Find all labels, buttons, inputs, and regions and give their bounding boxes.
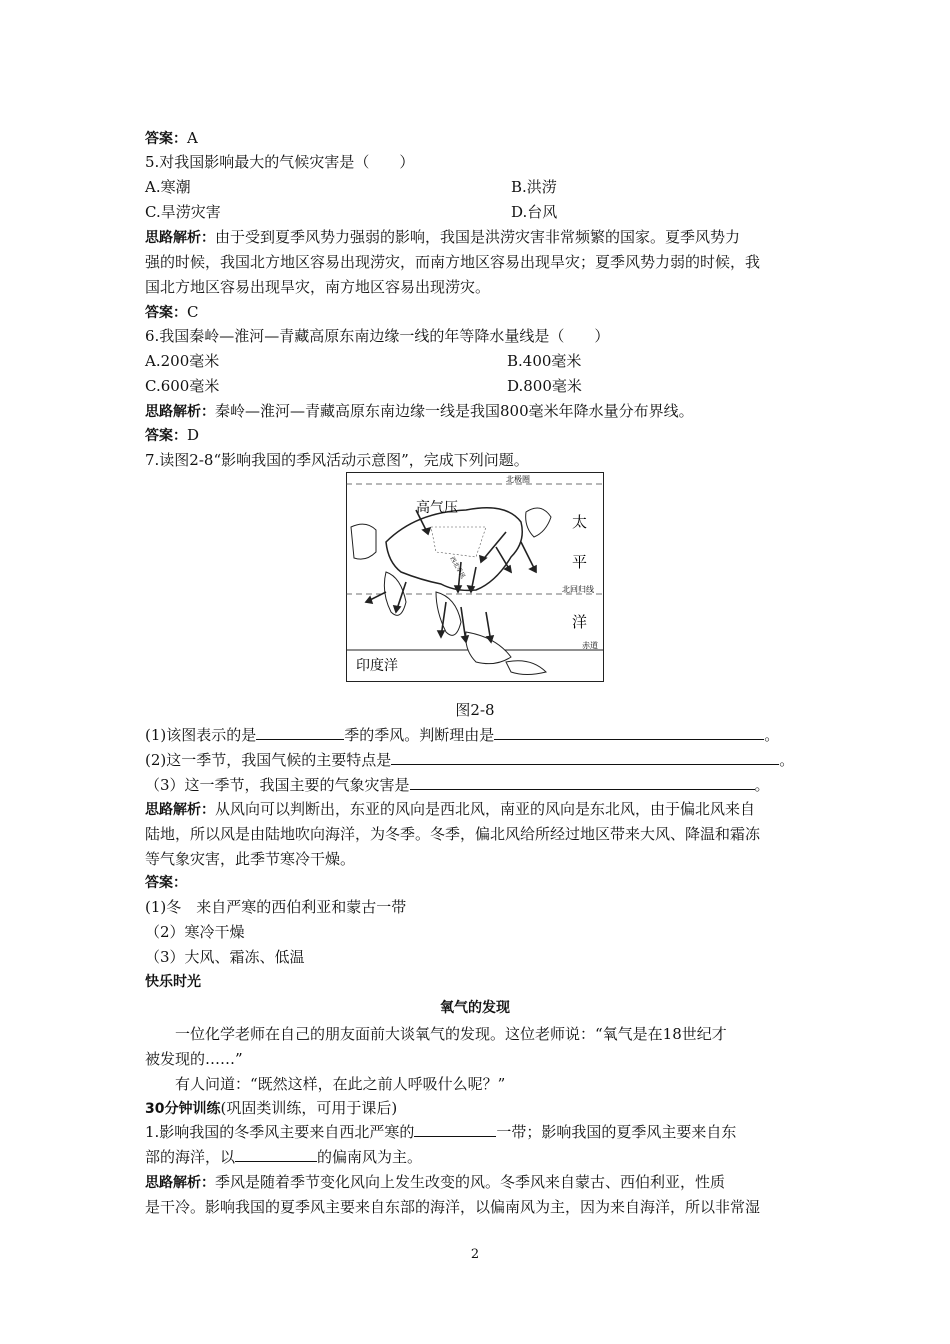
training-analysis-line-1: 思路解析：季风是随着季节变化风向上发生改变的风。冬季风来自蒙古、西伯利亚，性质: [145, 1173, 726, 1191]
story-title: 氧气的发现: [440, 1000, 510, 1016]
q6-option-a: A.200毫米: [145, 352, 220, 370]
q5-analysis-line-3: 国北方地区容易出现旱灾，南方地区容易出现涝灾。: [145, 278, 491, 296]
q5-option-d: D.台风: [511, 203, 558, 221]
map-label-equator: 赤道: [582, 641, 598, 650]
q6-option-b: B.400毫米: [507, 352, 582, 370]
training-q1-line-2: 部的海洋，以 的偏南风为主。: [145, 1148, 423, 1166]
q4-answer: 答案：A: [145, 129, 198, 147]
training-heading: 30分钟训练(巩固类训练，可用于课后): [145, 1099, 398, 1117]
map-label-arctic-circle: 北极圈: [506, 475, 530, 484]
map-label-pacific-2: 平: [572, 553, 588, 571]
story-para-1-line-2: 被发现的……”: [145, 1050, 243, 1068]
q7-answer-2: （2）寒冷干燥: [145, 923, 245, 941]
q5-option-b: B.洪涝: [511, 178, 557, 196]
page-number: 2: [470, 1247, 480, 1262]
q6-option-d: D.800毫米: [507, 377, 582, 395]
q7-sub3: （3）这一季节，我国主要的气象灾害是 。: [145, 776, 770, 794]
q7-stem: 7.读图2-8“影响我国的季风活动示意图”，完成下列问题。: [145, 451, 529, 469]
answer-label: 答案：: [145, 131, 187, 147]
story-para-1-line-1: 一位化学老师在自己的朋友面前大谈氧气的发现。这位老师说：“氧气是在18世纪才: [175, 1025, 727, 1043]
answer-blank[interactable]: [414, 1121, 496, 1137]
q7-answer-1: (1)冬 来自严寒的西伯利亚和蒙古一带: [145, 898, 407, 916]
analysis-label: 思路解析：: [145, 1175, 215, 1191]
q6-answer: 答案：D: [145, 426, 200, 444]
monsoon-map: [346, 472, 604, 682]
q5-analysis-line-2: 强的时候，我国北方地区容易出现涝灾，而南方地区容易出现旱灾；夏季风势力弱的时候，我: [145, 253, 761, 271]
q5-option-c: C.旱涝灾害: [145, 203, 221, 221]
training-analysis-line-2: 是干冷。影响我国的夏季风主要来自东部的海洋，以偏南风为主，因为来自海洋，所以非常湿: [145, 1198, 761, 1216]
q6-analysis: 思路解析：秦岭—淮河—青藏高原东南边缘一线是我国800毫米年降水量分布界线。: [145, 402, 694, 420]
happy-heading: 快乐时光: [145, 974, 201, 990]
answer-blank[interactable]: [391, 749, 779, 765]
map-label-monsoon: 西北季风: [448, 555, 467, 580]
map-label-pacific-1: 太: [572, 513, 588, 531]
answer-blank[interactable]: [410, 774, 755, 790]
answer-blank[interactable]: [235, 1146, 317, 1162]
q7-answer-3: （3）大风、霜冻、低温: [145, 948, 305, 966]
analysis-label: 思路解析：: [145, 802, 215, 818]
map-label-pacific-3: 洋: [572, 613, 588, 631]
map-label-indian-ocean: 印度洋: [356, 658, 398, 674]
map-label-tropic: 北回归线: [562, 585, 594, 594]
landmass: [351, 524, 376, 559]
q7-sub1: (1)该图表示的是 季的季风。判断理由是 。: [145, 726, 780, 744]
answer-label: 答案：: [145, 305, 187, 321]
q5-answer: 答案：C: [145, 303, 199, 321]
q7-analysis-line-3: 等气象灾害，此季节寒冷干燥。: [145, 850, 356, 868]
analysis-label: 思路解析：: [145, 230, 215, 246]
q7-answer-label: 答案：: [145, 875, 187, 891]
q6-stem: 6.我国秦岭—淮河—青藏高原东南边缘一线的年等降水量线是（ ）: [145, 327, 610, 345]
story-para-2: 有人问道：“既然这样，在此之前人呼吸什么呢？”: [175, 1075, 506, 1093]
q5-analysis-line-1: 思路解析：由于受到夏季风势力强弱的影响，我国是洪涝灾害非常频繁的国家。夏季风势力: [145, 228, 741, 246]
answer-label: 答案：: [145, 428, 187, 444]
analysis-label: 思路解析：: [145, 404, 215, 420]
figure-caption: 图2-8: [455, 701, 495, 719]
answer-blank[interactable]: [256, 724, 344, 740]
training-q1-line-1: 1.影响我国的冬季风主要来自西北严寒的 一带；影响我国的夏季风主要来自东: [145, 1123, 737, 1141]
answer-blank[interactable]: [494, 724, 764, 740]
q7-analysis-line-2: 陆地，所以风是由陆地吹向海洋，为冬季。冬季，偏北风给所经过地区带来大风、降温和霜冻: [145, 825, 761, 843]
q5-option-a: A.寒潮: [145, 178, 191, 196]
q7-analysis-line-1: 思路解析：从风向可以判断出，东亚的风向是西北风，南亚的风向是东北风，由于偏北风来自: [145, 800, 756, 818]
q7-sub2: (2)这一季节，我国气候的主要特点是 。: [145, 751, 795, 769]
map-label-high-pressure: 高气压: [416, 500, 458, 516]
q6-option-c: C.600毫米: [145, 377, 220, 395]
q5-stem: 5.对我国影响最大的气候灾害是（ ）: [145, 153, 415, 171]
